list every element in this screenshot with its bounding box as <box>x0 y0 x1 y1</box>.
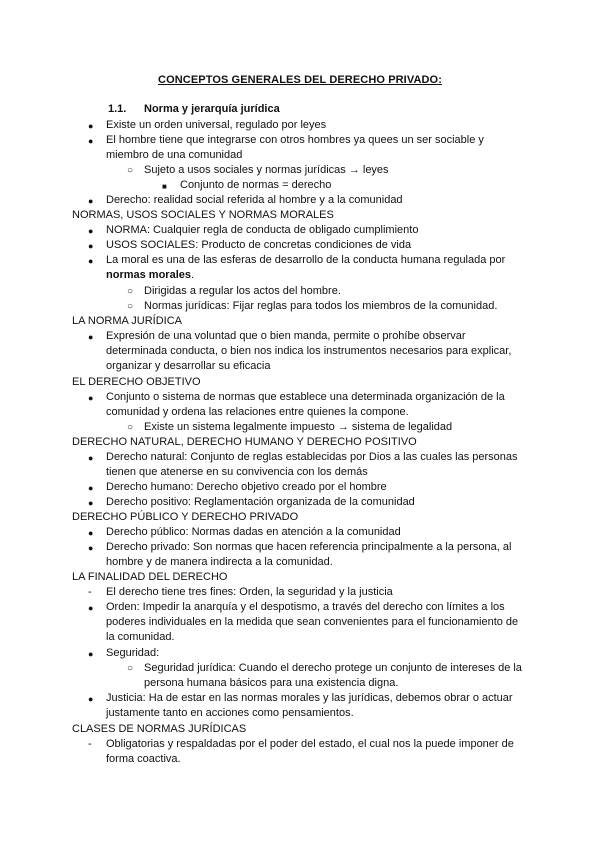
subsection-title: Norma y jerarquía jurídica <box>144 103 280 115</box>
bullet-marker: ● <box>88 453 94 463</box>
list-item: USOS SOCIALES: Producto de concretas condiciones de vida <box>106 239 412 251</box>
section-heading: DERECHO PÚBLICO Y DERECHO PRIVADO <box>72 511 299 523</box>
circle-marker: ○ <box>127 301 134 312</box>
bullet-marker: ● <box>88 121 94 131</box>
list-item: La moral es una de las esferas de desarrollo de la conducta humana regulada por <box>106 254 506 266</box>
list-item: Existe un orden universal, regulado por leyes <box>106 119 327 131</box>
circle-marker: ○ <box>127 663 134 674</box>
section-heading: CLASES DE NORMAS JURÍDICAS <box>72 723 247 735</box>
section-heading: NORMAS, USOS SOCIALES Y NORMAS MORALES <box>72 209 334 221</box>
list-item-continuation: organizar y desarrollar su eficacia <box>106 360 271 372</box>
subsection-heading <box>108 103 280 115</box>
bullet-marker: ● <box>88 332 94 342</box>
bullet-marker: ● <box>88 256 94 266</box>
list-item-continuation: forma coactiva. <box>106 753 181 765</box>
list-item: Conjunto de normas = derecho <box>180 179 332 191</box>
list-item: NORMA: Cualquier regla de conducta de obligado cumplimiento <box>106 224 419 236</box>
list-item: Justicia: Ha de estar en las normas morales y las jurídicas, debemos obrar o actuar <box>106 692 513 704</box>
list-item-continuation: la comunidad. <box>106 631 175 643</box>
section-heading: EL DERECHO OBJETIVO <box>72 376 201 388</box>
section-heading: LA NORMA JURÍDICA <box>72 315 183 327</box>
bullet-marker: ● <box>88 136 94 146</box>
list-item-continuation: miembro de una comunidad <box>106 149 243 161</box>
bold-term: normas morales <box>106 269 191 281</box>
list-item: Derecho público: Normas dadas en atención a la comunidad <box>106 526 401 538</box>
list-item: Derecho privado: Son normas que hacen referencia principalmente a la persona, al <box>106 541 512 553</box>
list-item: Derecho humano: Derecho objetivo creado por el hombre <box>106 481 387 493</box>
list-item: Existe un sistema legalmente impuesto → sistema de legalidad <box>144 421 453 433</box>
circle-marker: ○ <box>127 165 134 176</box>
list-item-continuation: hombre y de manera indirecta a la comunidad. <box>106 556 333 568</box>
list-item: El derecho tiene tres fines: Orden, la seguridad y la justicia <box>106 586 393 598</box>
list-item-continuation: poderes individuales en la medida que sean convenientes para el funcionamiento de <box>106 616 519 628</box>
list-item: Obligatorias y respaldadas por el poder del estado, el cual nos la puede imponer de <box>106 738 514 750</box>
section-heading: DERECHO NATURAL, DERECHO HUMANO Y DERECHO POSITIVO <box>72 436 417 448</box>
bullet-marker: ● <box>88 196 94 206</box>
document-title: CONCEPTOS GENERALES DEL DERECHO PRIVADO: <box>158 74 442 86</box>
list-item-continuation: justamente tanto en acciones como pensamientos. <box>106 707 354 719</box>
square-marker: ■ <box>162 182 167 191</box>
list-item: Dirigidas a regular los actos del hombre. <box>144 285 341 297</box>
list-item: Seguridad jurídica: Cuando el derecho protege un conjunto de intereses de la <box>144 662 522 674</box>
bullet-marker: ● <box>88 528 94 538</box>
bullet-marker: ● <box>88 603 94 613</box>
list-item-continuation <box>106 268 194 283</box>
list-item: Orden: Impedir la anarquía y el despotismo, a través del derecho con límites a los <box>106 601 505 613</box>
list-item-continuation: comunidad y ordena las relaciones entre quienes la compone. <box>106 406 409 418</box>
list-item: Conjunto o sistema de normas que establece una determinada organización de la <box>106 391 505 403</box>
bullet-marker: ● <box>88 649 94 659</box>
list-item: Expresión de una voluntad que o bien manda, permite o prohíbe observar <box>106 330 466 342</box>
circle-marker: ○ <box>127 286 134 297</box>
bullet-marker: ● <box>88 226 94 236</box>
list-item: Derecho natural: Conjunto de reglas establecidas por Dios a las cuales las personas <box>106 451 518 463</box>
dash-marker: - <box>88 738 92 750</box>
list-item: Seguridad: <box>106 647 160 659</box>
period: . <box>190 269 195 281</box>
list-item: Sujeto a usos sociales y normas jurídicas → leyes <box>144 164 389 176</box>
list-item: El hombre tiene que integrarse con otros hombres ya quees un ser sociable y <box>106 134 484 146</box>
circle-marker: ○ <box>127 422 134 433</box>
subsection-number: 1.1. <box>108 103 127 115</box>
section-heading: LA FINALIDAD DEL DERECHO <box>72 571 228 583</box>
bullet-marker: ● <box>88 393 94 403</box>
list-item: Derecho positivo: Reglamentación organizada de la comunidad <box>106 496 415 508</box>
list-item: Derecho: realidad social referida al hombre y a la comunidad <box>106 194 403 206</box>
list-item: Normas jurídicas: Fijar reglas para todos los miembros de la comunidad. <box>144 300 498 312</box>
bullet-marker: ● <box>88 498 94 508</box>
list-item-continuation: tienen que atenerse en su convivencia con los demás <box>106 466 368 478</box>
bullet-marker: ● <box>88 241 94 251</box>
bullet-marker: ● <box>88 694 94 704</box>
list-item-continuation: persona humana básicos para una existencia digna. <box>144 677 399 689</box>
bullet-marker: ● <box>88 483 94 493</box>
list-item-continuation: determinada conducta, o bien nos indica los instrumentos necesarios para explicar, <box>106 345 512 357</box>
bullet-marker: ● <box>88 543 94 553</box>
dash-marker: - <box>88 586 92 598</box>
